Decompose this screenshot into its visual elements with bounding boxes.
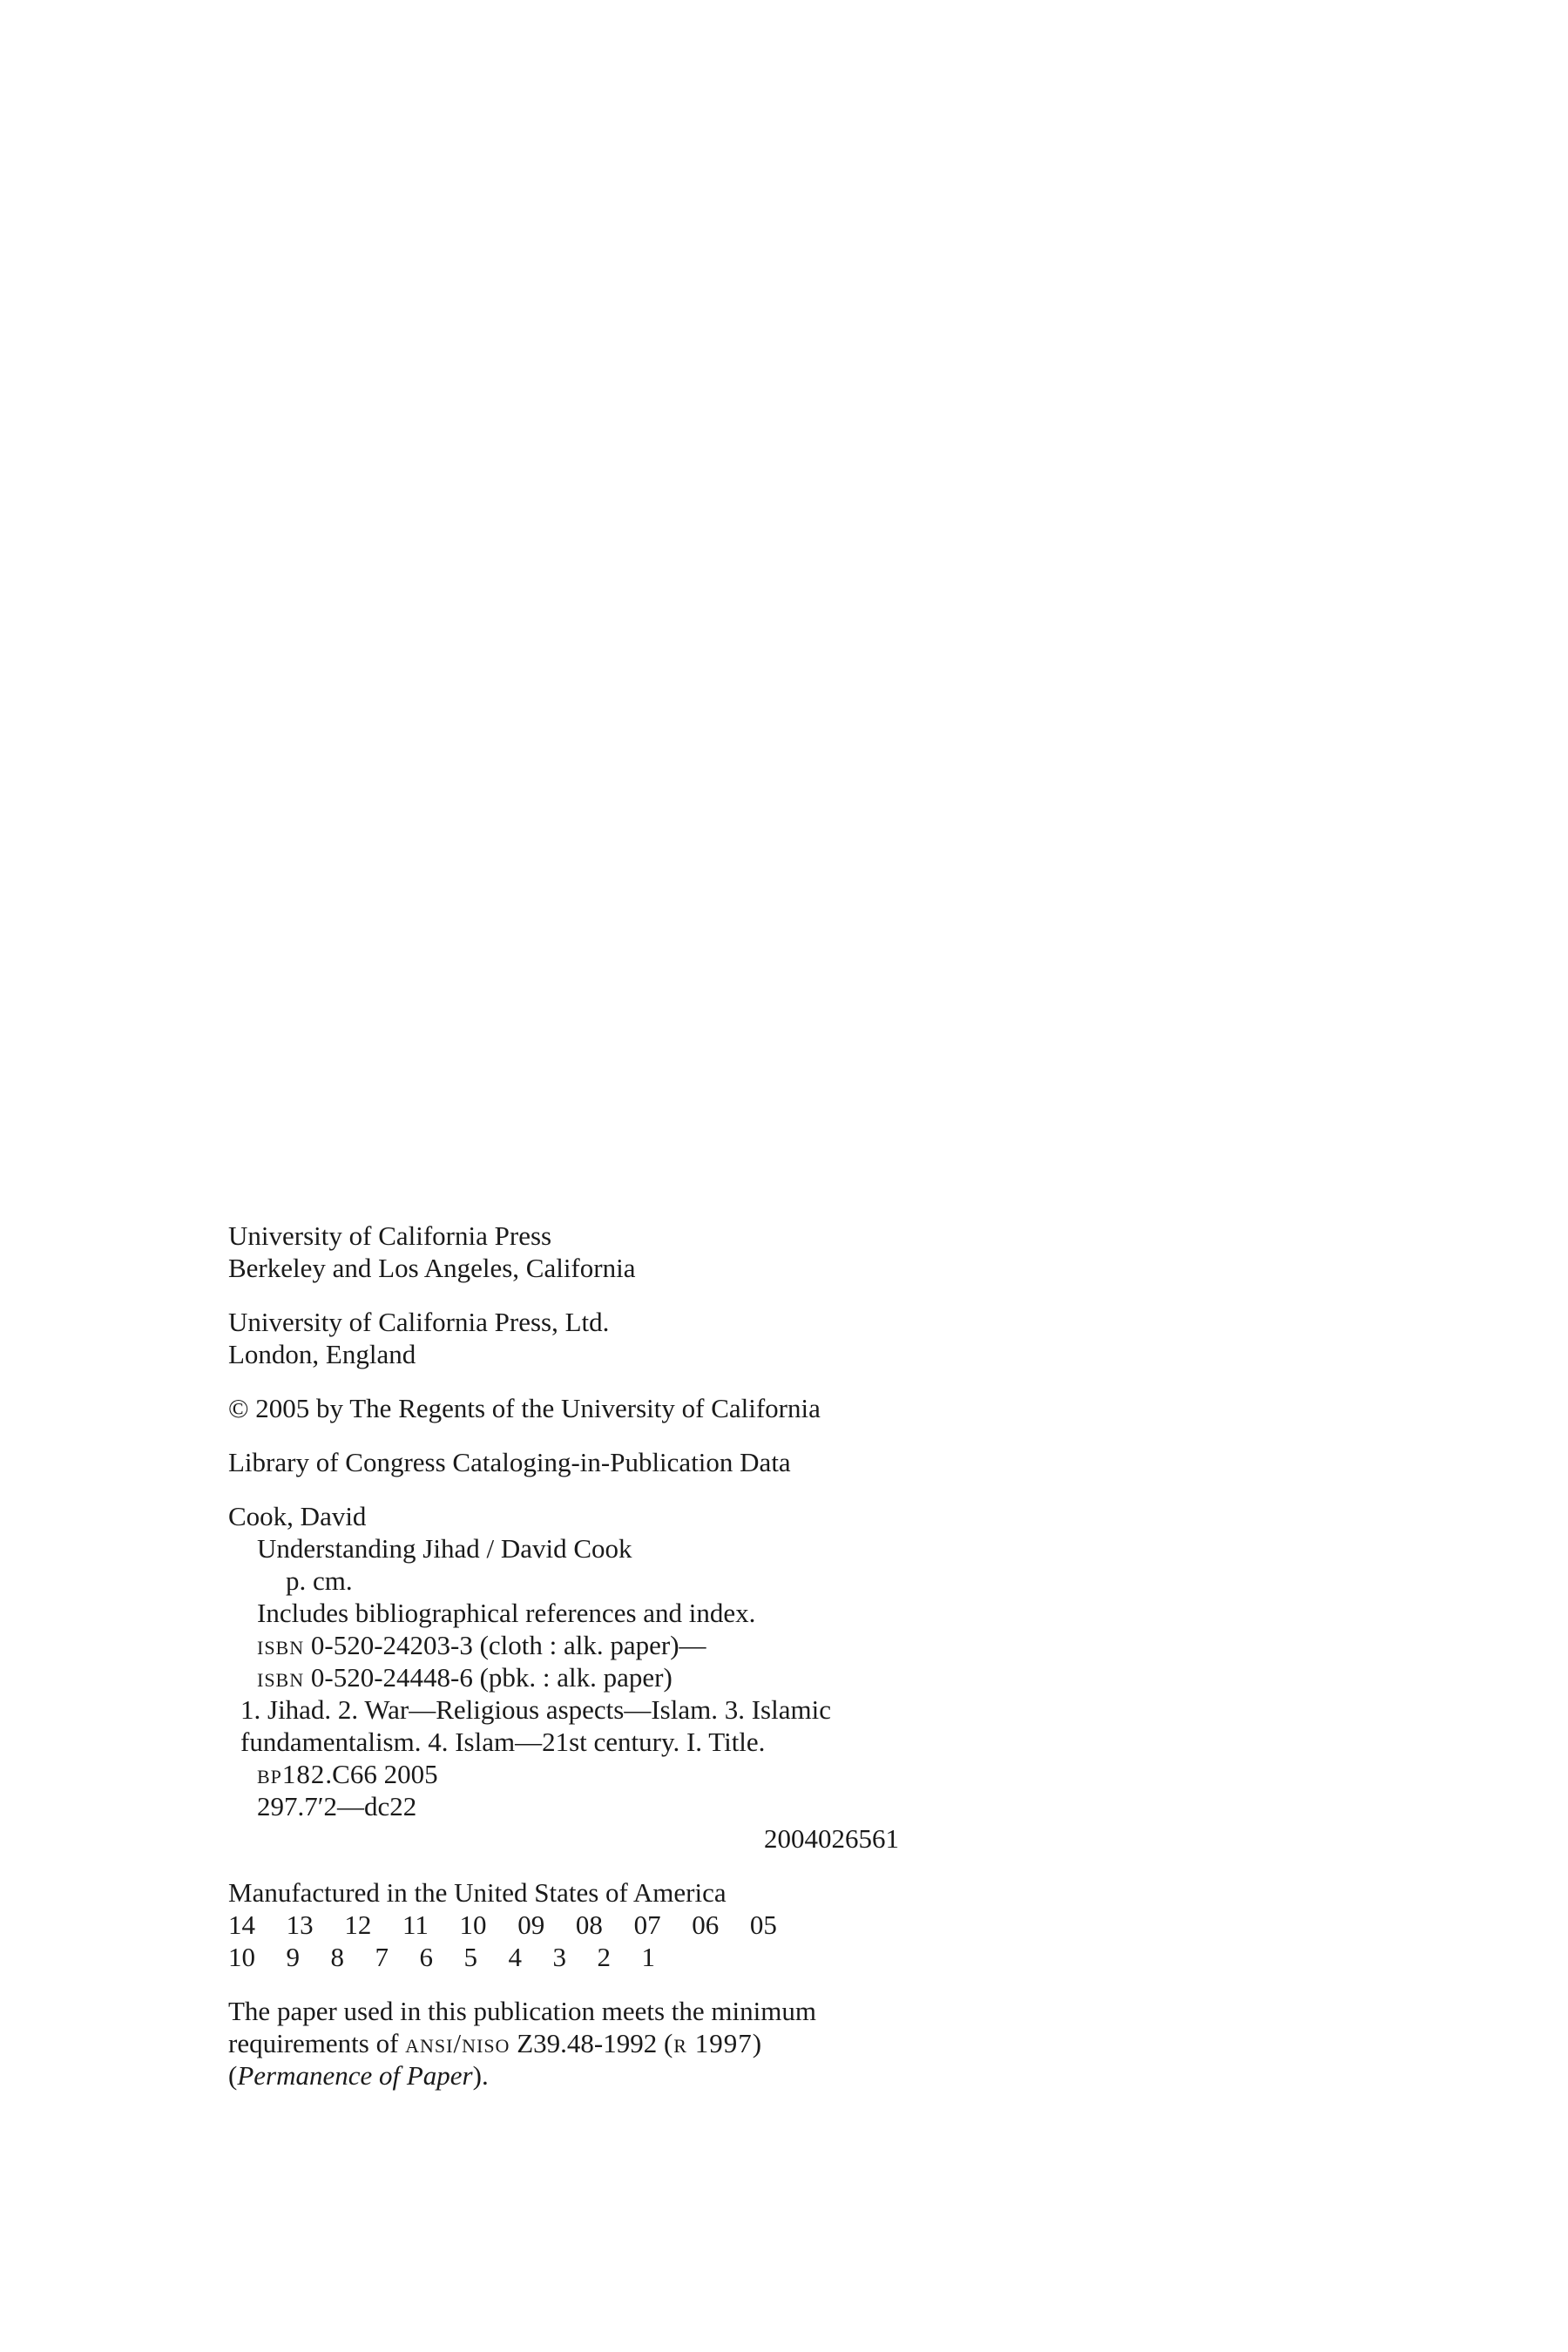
publisher-us-name: University of California Press: [228, 1220, 552, 1251]
paper-standard-code: [405, 2028, 657, 2058]
printing-number: 8: [330, 1942, 344, 1972]
cip-call-number: [228, 1758, 908, 1790]
cip-lccn: 2004026561: [764, 1823, 899, 1854]
spacer: [228, 1424, 908, 1446]
publisher-uk-name: University of California Press, Ltd.: [228, 1307, 610, 1337]
printing-years-row: [228, 1909, 777, 1941]
printing-year: 14: [228, 1909, 255, 1940]
cip-author: Cook, David: [228, 1501, 367, 1531]
cip-subjects-line1: 1. Jihad. 2. War—Religious aspects—Islam. 3. Islamic: [240, 1694, 831, 1725]
paper-standard: ansi/niso: [405, 2028, 510, 2058]
spacer: [228, 1370, 908, 1392]
cip-subjects-line2: fundamentalism. 4. Islam—21st century. I. Title.: [240, 1727, 766, 1757]
spacer: [228, 1284, 908, 1306]
printing-year: 13: [286, 1909, 314, 1940]
printing-number: 9: [286, 1942, 300, 1972]
printing-number: 4: [508, 1942, 522, 1972]
printing-year: 09: [517, 1909, 545, 1940]
printing-year: 11: [402, 1909, 429, 1940]
paper-statement-line2: [228, 2027, 908, 2059]
printing-year: 08: [575, 1909, 603, 1940]
printing-year: 07: [633, 1909, 661, 1940]
cip-note: Includes bibliographical references and index.: [257, 1598, 756, 1628]
printing-year: 12: [344, 1909, 372, 1940]
printing-numbers-row: [228, 1941, 655, 1973]
printing-year: 05: [749, 1909, 777, 1940]
cip-pages: p. cm.: [286, 1565, 353, 1596]
cip-heading: Library of Congress Cataloging-in-Publication Data: [228, 1447, 791, 1477]
paper-prefix: requirements of: [228, 2028, 399, 2058]
publisher-us-location: Berkeley and Los Angeles, California: [228, 1253, 636, 1283]
printing-number: 7: [375, 1942, 389, 1972]
spacer: [228, 1855, 908, 1876]
isbn-value: 0-520-24203-3 (cloth : alk. paper)—: [310, 1630, 706, 1660]
copyright-notice: © 2005 by The Regents of the University of California: [228, 1393, 821, 1423]
printing-number: 1: [641, 1942, 655, 1972]
paper-open-paren: (: [228, 2060, 238, 2091]
isbn-label: isbn: [257, 1630, 305, 1660]
printing-number: 2: [597, 1942, 611, 1972]
cip-isbn-cloth: [228, 1629, 908, 1661]
spacer: [228, 1973, 908, 1995]
spacer: [228, 1478, 908, 1500]
copyright-block: [228, 1220, 908, 2092]
call-number-rest: .C66 2005: [325, 1759, 438, 1789]
paper-close-paren: ).: [472, 2060, 489, 2091]
paper-permanence: Permanence of Paper: [237, 2060, 473, 2091]
printing-number: 10: [228, 1942, 255, 1972]
printing-number: 5: [463, 1942, 477, 1972]
manufacture-country: Manufactured in the United States of America: [228, 1877, 727, 1908]
isbn-label: isbn: [257, 1662, 305, 1693]
cip-isbn-pbk: [228, 1661, 908, 1693]
call-number-class: bp182: [257, 1759, 326, 1789]
printing-number: 3: [552, 1942, 566, 1972]
paper-statement-line3: [228, 2059, 908, 2092]
paper-statement-line1: The paper used in this publication meets the minimum: [228, 1996, 816, 2026]
paper-code: Z39.48-1992: [517, 2028, 658, 2058]
cip-title: Understanding Jihad / David Cook: [257, 1533, 632, 1564]
printing-year: 06: [692, 1909, 720, 1940]
isbn-value: 0-520-24448-6 (pbk. : alk. paper): [310, 1662, 672, 1693]
cip-dewey: 297.7′2—dc22: [257, 1791, 417, 1821]
paper-reaffirmed: (r 1997): [663, 2028, 763, 2058]
printing-number: 6: [419, 1942, 433, 1972]
printing-year: 10: [459, 1909, 487, 1940]
publisher-uk-location: London, England: [228, 1339, 416, 1369]
